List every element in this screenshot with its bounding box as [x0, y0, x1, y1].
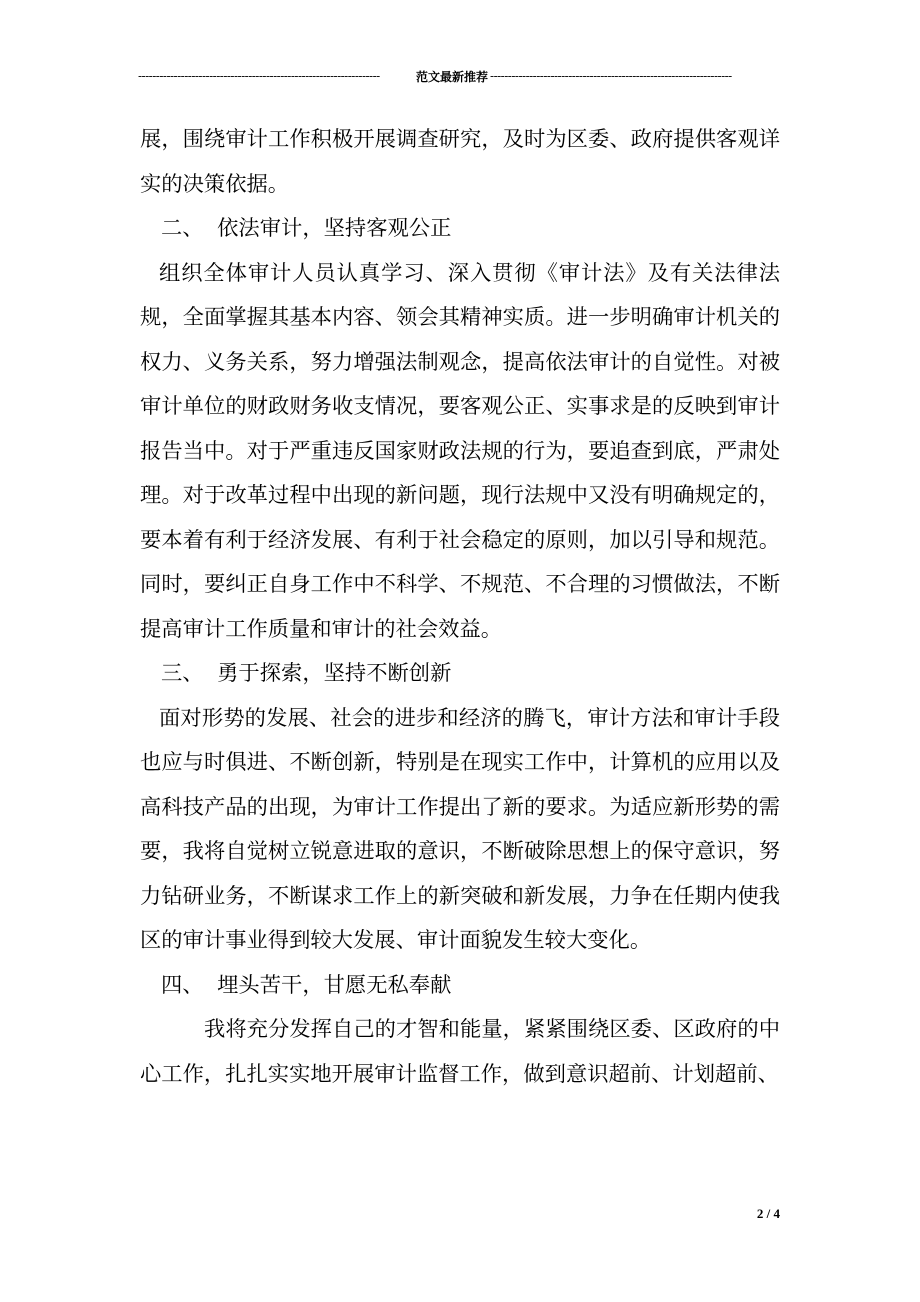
section-heading-3: 三、 勇于探索，坚持不断创新: [161, 661, 452, 686]
section-heading-2: 二、 依法审计，坚持客观公正: [161, 216, 452, 241]
header-dashes-right: --------------------------------------------------------------------: [490, 69, 732, 83]
page-number: 2 / 4: [756, 1206, 780, 1221]
document-body: [140, 118, 780, 1097]
header-title: 范文最新推荐: [416, 69, 489, 84]
page-header: [138, 66, 766, 86]
section-heading-4: 四、 埋头苦干，甘愿无私奉献: [161, 972, 452, 998]
paragraph-section-3: 面对形势的发展、社会的进步和经济的腾飞，审计方法和审计手段也应与时俱进、不断创新，特别是在现实工作中，计算机的应用以及高科技产品的出现，为审计工作提出了新的要求。为适应新形势的需要，我将自觉树立锐意进取的意识，不断破除思想上的保守意识，努力钻研业务，不断谋求工作上的新突破和新发展，力争在任期内使我区的审计事业得到较大发展、审计面貌发生较大变化。: [140, 705, 780, 953]
paragraph-section-4: 我将充分发挥自己的才智和能量，紧紧围绕区委、区政府的中心工作，扎扎实实地开展审计监督工作，做到意识超前、计划超前、: [140, 1017, 780, 1087]
paragraph-section-2: 组织全体审计人员认真学习、深入贯彻《审计法》及有关法律法规，全面掌握其基本内容、领会其精神实质。进一步明确审计机关的权力、义务关系，努力增强法制观念，提高依法审计的自觉性。对被审计单位的财政财务收支情况，要客观公正、实事求是的反映到审计报告当中。对于严重违反国家财政法规的行为，要追查到底，严肃处理。对于改革过程中出现的新问题，现行法规中又没有明确规定的，要本着有利于经济发展、有利于社会稳定的原则，加以引导和规范。同时，要纠正自身工作中不科学、不规范、不合理的习惯做法，不断提高审计工作质量和审计的社会效益。: [140, 260, 780, 642]
paragraph-continuation: 展，围绕审计工作积极开展调查研究，及时为区委、政府提供客观详实的决策依据。: [140, 127, 780, 197]
header-dashes-left: --------------------------------------------------------------------: [138, 69, 380, 83]
